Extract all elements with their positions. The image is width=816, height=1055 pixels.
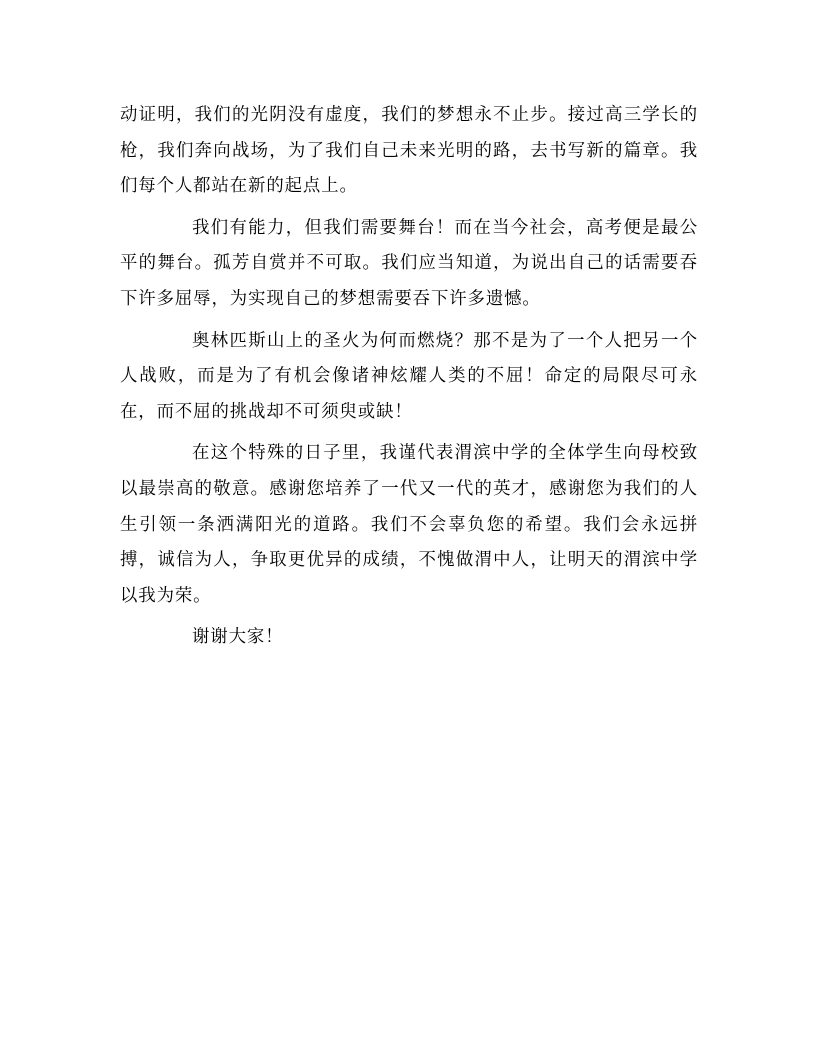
paragraph-continuation: 动证明，我们的光阴没有虚度，我们的梦想永不止步。接过高三学长的枪，我们奔向战场，为了我们自己未来光明的路，去书写新的篇章。我们每个人都站在新的起点上。 (120, 105, 698, 197)
paragraph-olympus: 奥林匹斯山上的圣火为何而燃烧？那不是为了一个人把另一个人战败，而是为了有机会像诸神炫耀人类的不屈！命定的局限尽可永在，而不屈的挑战却不可须臾或缺！ (120, 330, 698, 422)
paragraph-closing: 谢谢大家！ (192, 627, 284, 648)
speech-body (120, 98, 698, 662)
paragraph-gratitude: 在这个特殊的日子里，我谨代表渭滨中学的全体学生向母校致以最崇高的敬意。感谢您培养了一代又一代的英才，感谢您为我们的人生引领一条洒满阳光的道路。我们不会辜负您的希望。我们会永远拼搏，诚信为人，争取更优异的成绩，不愧做渭中人，让明天的渭滨中学以我为荣。 (120, 443, 698, 606)
paragraph-stage: 我们有能力，但我们需要舞台！而在当今社会，高考便是最公平的舞台。孤芳自赏并不可取。我们应当知道，为说出自己的话需要吞下许多屈辱，为实现自己的梦想需要吞下许多遗憾。 (120, 217, 698, 309)
